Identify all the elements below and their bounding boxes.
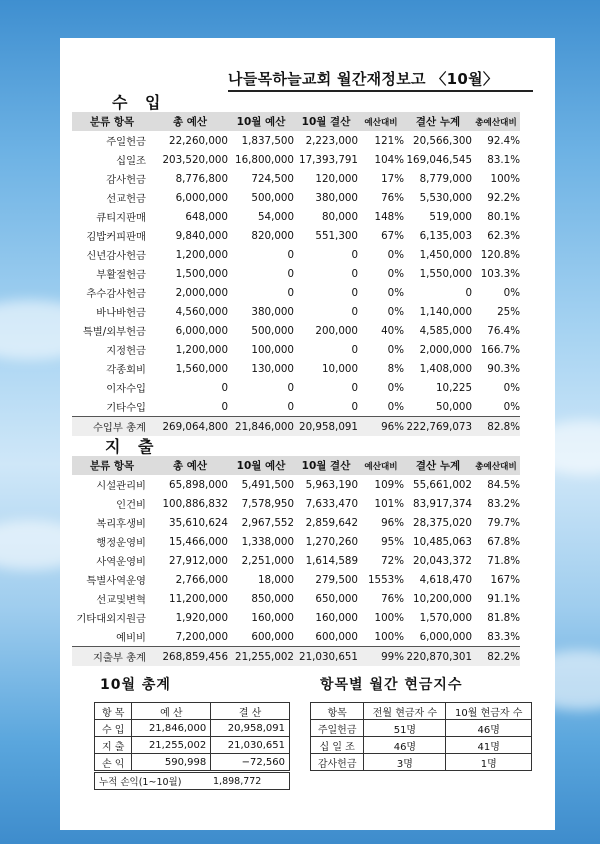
row-value: 269,064,800 — [152, 417, 228, 437]
row-value: 551,300 — [315, 229, 358, 242]
cash-header-current: 10월 현금자 수 — [446, 703, 532, 720]
table-row — [95, 754, 290, 771]
row-value: 500,000 — [251, 324, 294, 337]
row-value: 519,000 — [429, 210, 472, 223]
row-value: 820,000 — [251, 229, 294, 242]
row-value: 1,450,000 — [419, 248, 472, 261]
row-value: 121% — [374, 134, 404, 147]
row-value: 1,338,000 — [241, 535, 294, 548]
row-value: 103.3% — [480, 267, 520, 280]
table-row — [72, 264, 520, 283]
row-value: 380,000 — [315, 191, 358, 204]
table-row — [72, 283, 520, 302]
header-cumulative: 결산 누계 — [404, 456, 472, 475]
row-value: 0% — [387, 305, 404, 318]
row-value: 1,550,000 — [419, 267, 472, 280]
row-value: 166.7% — [480, 343, 520, 356]
row-value: 21,846,000 — [132, 720, 211, 737]
row-value: 2,251,000 — [241, 554, 294, 567]
row-value: 0 — [465, 286, 472, 299]
summary-header-row — [95, 703, 290, 720]
row-value: 91.1% — [487, 592, 520, 605]
row-value: 25% — [497, 305, 520, 318]
row-value: 62.3% — [487, 229, 520, 242]
row-value: 160,000 — [315, 611, 358, 624]
row-value: 500,000 — [251, 191, 294, 204]
cumulative-profit-box — [94, 772, 290, 790]
row-value: 169,046,545 — [406, 153, 472, 166]
row-category: 선교헌금 — [106, 193, 146, 205]
table-row — [72, 169, 520, 188]
row-value: 0% — [503, 381, 520, 394]
summary-heading: 10월 총계 — [100, 677, 171, 693]
row-category: 부활절헌금 — [96, 269, 146, 281]
header-budget-ratio: 예산대비 — [358, 112, 404, 131]
row-value: 4,618,470 — [419, 573, 472, 586]
header-category: 분류 항목 — [72, 112, 152, 131]
row-item: 지 출 — [95, 737, 132, 754]
row-value: 72% — [381, 554, 404, 567]
table-row — [72, 570, 520, 589]
row-value: 83.1% — [487, 153, 520, 166]
table-row — [72, 532, 520, 551]
row-value: 2,967,552 — [241, 516, 294, 529]
row-category: 십일조 — [116, 155, 146, 167]
row-value: 99% — [358, 647, 404, 667]
row-value: 0 — [351, 286, 358, 299]
row-value: 203,520,000 — [162, 153, 228, 166]
row-value: 850,000 — [251, 592, 294, 605]
row-value: 1,200,000 — [175, 343, 228, 356]
row-value: 600,000 — [251, 630, 294, 643]
row-category: 선교및변혁 — [96, 594, 146, 606]
header-budget-ratio: 예산대비 — [358, 456, 404, 475]
row-value: 0 — [221, 381, 228, 394]
row-value: 10,225 — [435, 381, 472, 394]
row-value: 120,000 — [315, 172, 358, 185]
row-value: 83,917,374 — [413, 497, 472, 510]
row-value: 1,560,000 — [175, 362, 228, 375]
row-value: 0 — [287, 286, 294, 299]
row-category: 복리후생비 — [96, 518, 146, 530]
row-value: 5,963,190 — [305, 478, 358, 491]
row-value: 67.8% — [487, 535, 520, 548]
row-value: 100,886,832 — [162, 497, 228, 510]
row-value: 83.2% — [487, 497, 520, 510]
row-value: 6,000,000 — [175, 191, 228, 204]
row-category: 특별/외부헌금 — [82, 326, 146, 338]
row-value: 167% — [490, 573, 520, 586]
row-value: 83.3% — [487, 630, 520, 643]
table-row — [72, 226, 520, 245]
header-month-settle: 10월 결산 — [294, 112, 358, 131]
header-total-ratio: 총예산대비 — [472, 456, 520, 475]
row-value: 92.4% — [487, 134, 520, 147]
row-value: 0 — [287, 248, 294, 261]
header-month-budget: 10월 예산 — [228, 112, 294, 131]
row-value: 148% — [374, 210, 404, 223]
expense-heading: 지 출 — [105, 437, 160, 456]
row-value: 279,500 — [315, 573, 358, 586]
row-value: 100% — [374, 611, 404, 624]
row-value: 1,270,260 — [305, 535, 358, 548]
row-value: 1,837,500 — [241, 134, 294, 147]
row-value: 6,135,003 — [419, 229, 472, 242]
row-value: 1,140,000 — [419, 305, 472, 318]
table-row — [72, 378, 520, 397]
row-value: 21,255,002 — [132, 737, 211, 754]
row-value: 1,614,589 — [305, 554, 358, 567]
row-value: 1,570,000 — [419, 611, 472, 624]
table-row — [72, 551, 520, 570]
row-value: 71.8% — [487, 554, 520, 567]
row-value: 6,000,000 — [175, 324, 228, 337]
row-category: 큐티지판매 — [96, 212, 146, 224]
row-value: 18,000 — [257, 573, 294, 586]
row-value: 10,485,063 — [413, 535, 472, 548]
row-item: 수 입 — [95, 720, 132, 737]
table-row — [311, 737, 532, 754]
row-category: 인건비 — [116, 499, 146, 511]
row-value: 28,375,020 — [413, 516, 472, 529]
row-value: 1명 — [446, 754, 532, 771]
header-total-ratio: 총예산대비 — [472, 112, 520, 131]
row-value: 2,766,000 — [175, 573, 228, 586]
row-value: 81.8% — [487, 611, 520, 624]
row-value: 27,912,000 — [169, 554, 228, 567]
row-category: 지정헌금 — [106, 345, 146, 357]
row-value: 0% — [387, 267, 404, 280]
row-value: 0 — [351, 400, 358, 413]
row-value: 10,000 — [321, 362, 358, 375]
summary-table — [94, 702, 290, 771]
row-value: 0 — [287, 381, 294, 394]
table-row — [72, 321, 520, 340]
row-value: 648,000 — [185, 210, 228, 223]
summary-header-settle: 결 산 — [211, 703, 290, 720]
summary-rows — [95, 720, 290, 771]
row-value: 17% — [381, 172, 404, 185]
row-category: 기타수입 — [106, 402, 146, 414]
row-value: 0% — [387, 248, 404, 261]
table-row — [72, 207, 520, 226]
row-value: 35,610,624 — [169, 516, 228, 529]
row-value: 200,000 — [315, 324, 358, 337]
row-value: 8% — [387, 362, 404, 375]
row-category: 행정운영비 — [96, 537, 146, 549]
row-value: 17,393,791 — [299, 153, 358, 166]
cash-table — [310, 702, 532, 771]
expense-header-row — [72, 456, 520, 475]
row-value: 0 — [351, 267, 358, 280]
row-category: 신년감사헌금 — [86, 250, 146, 262]
table-row — [72, 302, 520, 321]
row-value: 76% — [381, 592, 404, 605]
row-value: 0 — [351, 343, 358, 356]
row-value: 0 — [351, 248, 358, 261]
cash-header-item: 항목 — [311, 703, 364, 720]
row-value: 96% — [358, 417, 404, 437]
table-row — [72, 245, 520, 264]
row-value: 84.5% — [487, 478, 520, 491]
row-value: 20,566,300 — [413, 134, 472, 147]
row-value: 3명 — [364, 754, 446, 771]
row-value: 1,200,000 — [175, 248, 228, 261]
expense-table — [72, 456, 520, 666]
row-category: 기타대외지원금 — [76, 613, 146, 625]
row-value: 9,840,000 — [175, 229, 228, 242]
row-value: 16,800,000 — [235, 153, 294, 166]
row-category: 수입부 총계 — [72, 417, 152, 437]
row-value: 130,000 — [251, 362, 294, 375]
row-value: 11,200,000 — [169, 592, 228, 605]
table-row — [72, 608, 520, 627]
row-value: 50,000 — [435, 400, 472, 413]
row-value: 67% — [381, 229, 404, 242]
cash-header-prev: 전월 현금자 수 — [364, 703, 446, 720]
table-row — [72, 513, 520, 532]
row-value: 8,779,000 — [419, 172, 472, 185]
row-item: 손 익 — [95, 754, 132, 771]
cumulative-profit-value: 1,898,772 — [213, 775, 262, 787]
row-category: 바나바헌금 — [96, 307, 146, 319]
summary-header-budget: 예 산 — [132, 703, 211, 720]
row-value: 650,000 — [315, 592, 358, 605]
row-value: 21,255,002 — [228, 647, 294, 667]
row-value: 21,846,000 — [228, 417, 294, 437]
row-value: 95% — [381, 535, 404, 548]
row-value: 100,000 — [251, 343, 294, 356]
table-row — [72, 494, 520, 513]
row-value: 76% — [381, 191, 404, 204]
row-value: 5,491,500 — [241, 478, 294, 491]
total-row — [72, 647, 520, 667]
row-value: 4,585,000 — [419, 324, 472, 337]
row-value: 2,223,000 — [305, 134, 358, 147]
table-row — [72, 397, 520, 417]
row-category: 특별사역운영 — [86, 575, 146, 587]
income-heading: 수 입 — [112, 93, 167, 112]
table-row — [72, 131, 520, 150]
row-value: 724,500 — [251, 172, 294, 185]
row-value: 104% — [374, 153, 404, 166]
row-value: 79.7% — [487, 516, 520, 529]
row-item: 주일헌금 — [311, 720, 364, 737]
row-value: −72,560 — [211, 754, 290, 771]
row-value: 22,260,000 — [169, 134, 228, 147]
row-value: 76.4% — [487, 324, 520, 337]
table-row — [72, 188, 520, 207]
cash-header-row — [311, 703, 532, 720]
row-value: 1,408,000 — [419, 362, 472, 375]
row-value: 380,000 — [251, 305, 294, 318]
row-value: 0% — [387, 400, 404, 413]
row-value: 160,000 — [251, 611, 294, 624]
header-cumulative: 결산 누계 — [404, 112, 472, 131]
row-value: 20,958,091 — [211, 720, 290, 737]
row-value: 41명 — [446, 737, 532, 754]
row-item: 십 일 조 — [311, 737, 364, 754]
row-value: 120.8% — [480, 248, 520, 261]
expense-rows — [72, 475, 520, 666]
header-month-settle: 10월 결산 — [294, 456, 358, 475]
income-header-row — [72, 112, 520, 131]
row-value: 1553% — [368, 573, 404, 586]
income-table — [72, 112, 520, 436]
row-value: 0 — [351, 381, 358, 394]
table-row — [72, 340, 520, 359]
row-category: 추수감사헌금 — [86, 288, 146, 300]
row-value: 10,200,000 — [413, 592, 472, 605]
row-value: 51명 — [364, 720, 446, 737]
header-category: 분류 항목 — [72, 456, 152, 475]
row-category: 김밥커피판매 — [86, 231, 146, 243]
header-total-budget: 총 예산 — [152, 112, 228, 131]
row-category: 이자수입 — [106, 383, 146, 395]
row-value: 8,776,800 — [175, 172, 228, 185]
row-category: 각종회비 — [106, 364, 146, 376]
row-item: 감사헌금 — [311, 754, 364, 771]
cash-heading: 항목별 월간 현금지수 — [320, 677, 463, 693]
row-value: 7,633,470 — [305, 497, 358, 510]
row-value: 21,030,651 — [294, 647, 358, 667]
row-value: 220,870,301 — [404, 647, 472, 667]
row-value: 46명 — [446, 720, 532, 737]
row-value: 5,530,000 — [419, 191, 472, 204]
row-value: 92.2% — [487, 191, 520, 204]
row-value: 0 — [287, 267, 294, 280]
row-value: 1,920,000 — [175, 611, 228, 624]
row-value: 40% — [381, 324, 404, 337]
row-value: 15,466,000 — [169, 535, 228, 548]
row-category: 시설관리비 — [96, 480, 146, 492]
row-value: 2,859,642 — [305, 516, 358, 529]
row-value: 222,769,073 — [404, 417, 472, 437]
report-page — [60, 38, 555, 830]
row-value: 1,500,000 — [175, 267, 228, 280]
table-row — [311, 720, 532, 737]
table-row — [311, 754, 532, 771]
row-value: 100% — [490, 172, 520, 185]
row-value: 2,000,000 — [419, 343, 472, 356]
row-value: 2,000,000 — [175, 286, 228, 299]
report-title: 나들목하늘교회 월간재정보고 〈10월〉 — [228, 70, 499, 88]
row-value: 82.8% — [472, 417, 520, 437]
table-row — [72, 627, 520, 647]
row-value: 100% — [374, 630, 404, 643]
title-underline — [228, 90, 533, 92]
row-value: 0 — [287, 400, 294, 413]
row-value: 65,898,000 — [169, 478, 228, 491]
row-value: 20,043,372 — [413, 554, 472, 567]
row-value: 80,000 — [321, 210, 358, 223]
row-value: 0% — [387, 343, 404, 356]
row-category: 감사헌금 — [106, 174, 146, 186]
row-value: 0% — [387, 286, 404, 299]
row-category: 주일헌금 — [106, 136, 146, 148]
cumulative-profit-label: 누적 손익(1~10월) — [99, 777, 182, 788]
row-value: 6,000,000 — [419, 630, 472, 643]
row-value: 109% — [374, 478, 404, 491]
summary-header-item: 항 목 — [95, 703, 132, 720]
row-value: 20,958,091 — [294, 417, 358, 437]
cash-rows — [311, 720, 532, 771]
header-total-budget: 총 예산 — [152, 456, 228, 475]
row-category: 지출부 총계 — [72, 647, 152, 667]
table-row — [72, 475, 520, 494]
row-value: 90.3% — [487, 362, 520, 375]
row-value: 46명 — [364, 737, 446, 754]
table-row — [72, 589, 520, 608]
row-value: 268,859,456 — [152, 647, 228, 667]
table-row — [95, 737, 290, 754]
income-rows — [72, 131, 520, 436]
table-row — [95, 720, 290, 737]
row-value: 0 — [351, 305, 358, 318]
row-value: 54,000 — [257, 210, 294, 223]
row-category: 예비비 — [116, 632, 146, 644]
row-value: 600,000 — [315, 630, 358, 643]
row-value: 55,661,002 — [413, 478, 472, 491]
row-value: 0 — [221, 400, 228, 413]
table-row — [72, 150, 520, 169]
table-row — [72, 359, 520, 378]
header-month-budget: 10월 예산 — [228, 456, 294, 475]
row-value: 4,560,000 — [175, 305, 228, 318]
row-value: 101% — [374, 497, 404, 510]
row-value: 80.1% — [487, 210, 520, 223]
row-value: 7,200,000 — [175, 630, 228, 643]
row-value: 0% — [387, 381, 404, 394]
row-value: 0% — [503, 286, 520, 299]
row-value: 96% — [381, 516, 404, 529]
row-value: 21,030,651 — [211, 737, 290, 754]
row-value: 0% — [503, 400, 520, 413]
row-category: 사역운영비 — [96, 556, 146, 568]
row-value: 590,998 — [132, 754, 211, 771]
row-value: 7,578,950 — [241, 497, 294, 510]
row-value: 82.2% — [472, 647, 520, 667]
